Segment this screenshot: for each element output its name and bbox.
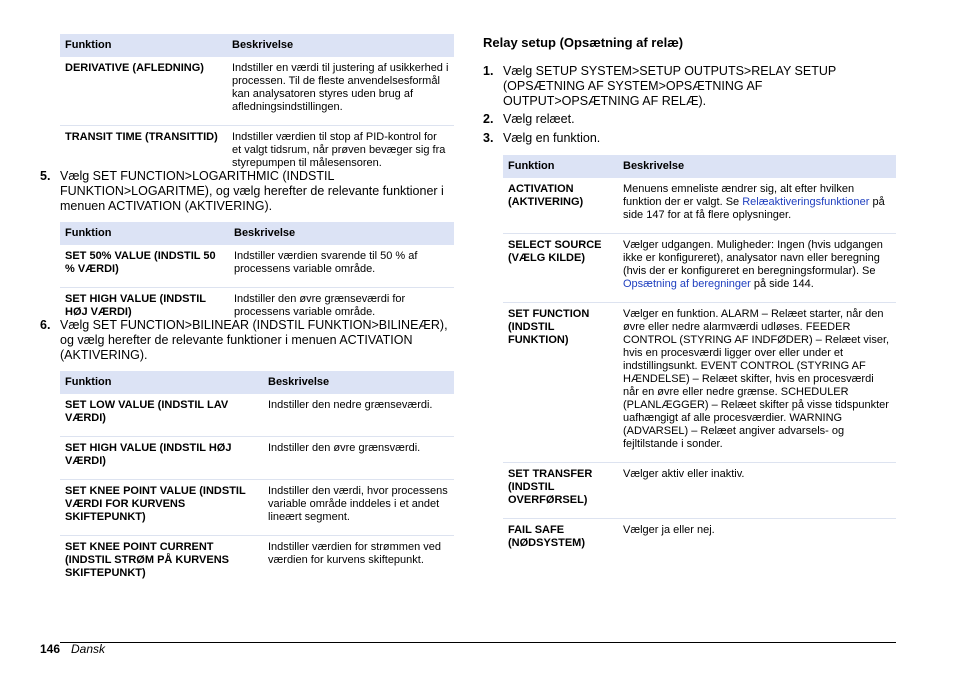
function-description xyxy=(618,178,896,234)
step-text: Vælg SET FUNCTION>LOGARITHMIC (INDSTIL FUNKTION>LOGARITME), og vælg herefter de relevante funktioner i menuen ACTIVATION (AKTIVERING). xyxy=(60,169,444,213)
function-name: TRANSIT TIME (TRANSITTID) xyxy=(60,126,227,182)
desc-text: Menuens emneliste ændrer sig, alt efter hvilken funktion der er valgt. Se xyxy=(623,183,855,208)
table-row xyxy=(503,234,896,303)
table-bilinear xyxy=(60,371,454,591)
desc-text: på side 147 for at få flere oplysninger. xyxy=(623,196,885,221)
step-text: Vælg SET FUNCTION>BILINEAR (INDSTIL FUNKTION>BILINEÆR), og vælg herefter de relevante funktioner i menuen ACTIVATION (AKTIVERING). xyxy=(60,318,448,362)
function-description: Indstiller den øvre grænseværdi for processens variable område. xyxy=(229,288,454,331)
step-text: Vælg en funktion. xyxy=(503,131,601,145)
table-row xyxy=(60,536,454,592)
step-number: 2. xyxy=(483,112,494,126)
function-name: SELECT SOURCE (VÆLG KILDE) xyxy=(503,234,618,303)
header-beskrivelse: Beskrivelse xyxy=(263,371,454,394)
step-text: Vælg relæet. xyxy=(503,112,575,126)
table-logarithmic xyxy=(60,222,454,330)
function-name: ACTIVATION (AKTIVERING) xyxy=(508,183,584,208)
table-header-row xyxy=(60,34,454,57)
table-relay xyxy=(503,155,896,561)
table-row xyxy=(60,480,454,536)
table-row xyxy=(503,519,896,562)
function-description: Vælger en funktion. ALARM – Relæet starter, når den øvre eller nedre alarmværdi udløses. FEEDER CONTROL (STYRING AF INDFØDER) – Relæet viser, hvis en procesværdi ligger over eller under et indstillingsunkt. EVENT CONTROL (STYRING AF HÆNDELSE) – Relæet skifter, hvis en procesværdi når en øvre eller nedre grænse. SCHEDULER (PLANLÆGGER) – Relæet skifter på visse tidspunkter uafhængigt af alle procesværdier. WARNING (ADVARSEL) – Relæet angiver advarsels- og fejltilstande i sonder. xyxy=(618,303,896,463)
step-number: 6. xyxy=(40,318,51,332)
function-description: Indstiller en værdi til justering af usikkerhed i processen. Til de fleste anvendelsesformål kan analysatoren styres uden brug af afledningsindstillingen. xyxy=(232,62,449,113)
link-relay-activation[interactable]: Relæaktiveringsfunktioner xyxy=(742,196,870,208)
function-description: Indstiller den nedre grænseværdi. xyxy=(268,399,433,411)
table-row xyxy=(503,303,896,463)
function-name: SET FUNCTION (INDSTIL FUNKTION) xyxy=(503,303,618,463)
function-table-1 xyxy=(60,34,454,181)
function-description: Indstiller værdien for strømmen ved værdien for kurvens skiftepunkt. xyxy=(263,536,454,592)
function-description: Indstiller den værdi, hvor processens variable område inddeles i et andet lineært segment. xyxy=(263,480,454,536)
function-table-2 xyxy=(60,222,454,330)
table-row xyxy=(503,463,896,519)
table-row xyxy=(60,437,454,480)
table-row xyxy=(60,245,454,288)
header-beskrivelse: Beskrivelse xyxy=(227,34,454,57)
table-row xyxy=(60,394,454,437)
function-table-3 xyxy=(60,371,454,591)
step-number: 5. xyxy=(40,169,51,183)
table-row xyxy=(503,178,896,234)
step-text: Vælg SETUP SYSTEM>SETUP OUTPUTS>RELAY SETUP (OPSÆTNING AF SYSTEM>OPSÆTNING AF OUTPUT>OPSÆTNING AF RELÆ). xyxy=(503,64,836,108)
header-beskrivelse: Beskrivelse xyxy=(618,155,896,178)
table-row xyxy=(60,57,454,126)
header-beskrivelse: Beskrivelse xyxy=(229,222,454,245)
header-funktion: Funktion xyxy=(60,371,263,394)
function-description: Vælger aktiv eller inaktiv. xyxy=(618,463,896,519)
function-name: SET LOW VALUE (INDSTIL LAV VÆRDI) xyxy=(65,399,229,424)
function-description: Indstiller værdien til stop af PID-kontrol for et valgt tidsrum, når prøven bevæger sig fra styrepumpen til målesensoren. xyxy=(227,126,454,182)
table-header-row xyxy=(60,371,454,394)
table-header-row xyxy=(503,155,896,178)
function-name: SET 50% VALUE (INDSTIL 50 % VÆRDI) xyxy=(65,250,216,275)
header-funktion: Funktion xyxy=(60,34,227,57)
page-number: 146 xyxy=(40,642,61,656)
table-derivative xyxy=(60,34,454,181)
link-calculation-setup[interactable]: Opsætning af beregninger xyxy=(623,278,751,290)
function-description: Indstiller den øvre grænsværdi. xyxy=(263,437,454,480)
function-name: SET HIGH VALUE (INDSTIL HØJ VÆRDI) xyxy=(60,437,263,480)
function-name: DERIVATIVE (AFLEDNING) xyxy=(65,62,204,74)
function-name: SET KNEE POINT CURRENT (INDSTIL STRØM PÅ KURVENS SKIFTEPUNKT) xyxy=(60,536,263,592)
function-name: SET TRANSFER (INDSTIL OVERFØRSEL) xyxy=(503,463,618,519)
footer-rule xyxy=(60,642,896,643)
function-description xyxy=(618,234,896,303)
desc-text: Vælger udgangen. Muligheder: Ingen (hvis udgangen ikke er konfigureret), analysator navn eller beregning (hvis der er konfigureret en beregningsformular). Se xyxy=(623,239,883,277)
section-heading: Relay setup (Opsætning af relæ) xyxy=(483,35,684,50)
table-header-row xyxy=(60,222,454,245)
header-funktion: Funktion xyxy=(60,222,229,245)
desc-text: på side 144. xyxy=(750,278,814,290)
footer-language: Dansk xyxy=(71,642,106,656)
step-number: 1. xyxy=(483,64,494,78)
function-description: Vælger ja eller nej. xyxy=(618,519,896,562)
function-name: SET KNEE POINT VALUE (INDSTIL VÆRDI FOR KURVENS SKIFTEPUNKT) xyxy=(60,480,263,536)
function-name: SET HIGH VALUE (INDSTIL HØJ VÆRDI) xyxy=(60,288,229,331)
step-number: 3. xyxy=(483,131,494,145)
function-name: FAIL SAFE (NØDSYSTEM) xyxy=(503,519,618,562)
header-funktion: Funktion xyxy=(503,155,618,178)
relay-function-table xyxy=(503,155,896,561)
function-description: Indstiller værdien svarende til 50 % af processens variable område. xyxy=(234,250,418,275)
